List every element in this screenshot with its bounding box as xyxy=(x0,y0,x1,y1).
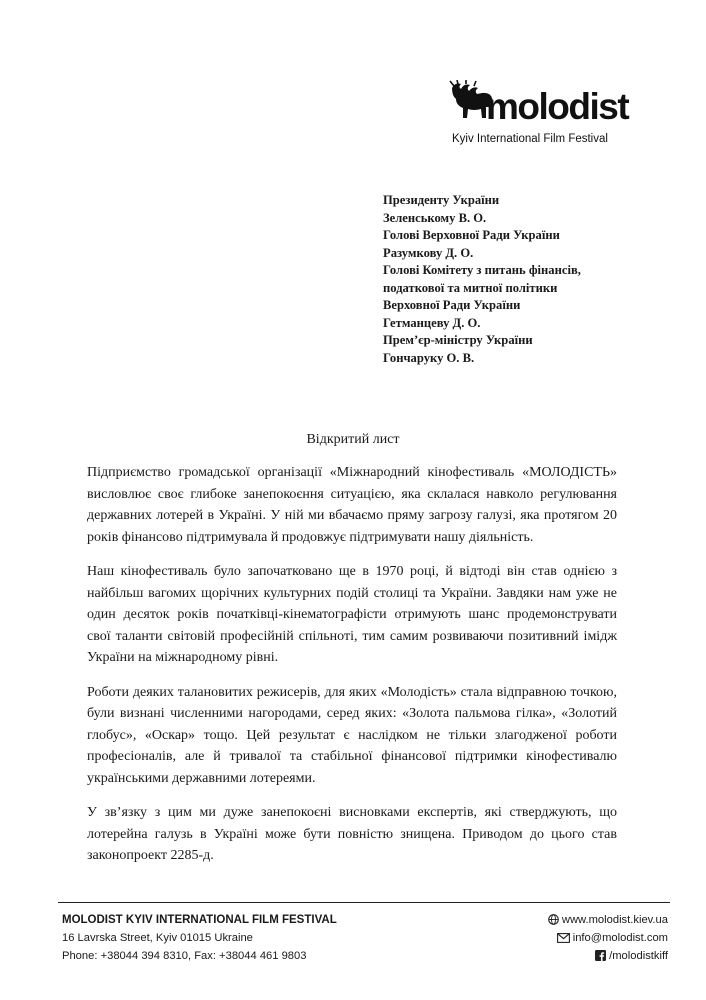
festival-logo xyxy=(446,80,629,150)
footer-website[interactable]: www.molodist.kiev.ua xyxy=(561,914,668,926)
addressee-line: податкової та митної політики xyxy=(383,280,558,295)
footer-address: 16 Lavrska Street, Kyiv 01015 Ukraine xyxy=(62,932,253,944)
logo-subtitle: Kyiv International Film Festival xyxy=(452,133,608,145)
addressee-line: Разумкову Д. О. xyxy=(383,245,474,260)
globe-icon xyxy=(548,914,559,925)
letter-title: Відкритий лист xyxy=(306,432,400,447)
logo-wordmark: molodist xyxy=(486,86,629,127)
mail-icon xyxy=(557,933,570,943)
footer-website-row[interactable] xyxy=(448,911,668,929)
addressee-line: Президенту України xyxy=(383,193,500,207)
footer-facebook[interactable]: /molodistkiff xyxy=(609,950,668,962)
footer-email[interactable]: info@molodist.com xyxy=(572,932,668,944)
footer-phone-fax: Phone: +38044 394 8310, Fax: +38044 461 9803 xyxy=(62,950,307,962)
body-paragraph: Роботи деяких талановитих режисерів, для яких «Молодість» стала відправною точкою, були визнані численними нагородами, серед яких: «Золота пальмова гілка», «Золотий глобус», «Оскар» тощо. Цей результат є наслідком не тільки злагодженої роботи професіоналів, але й тривалої та стабільної фінансової підтримки кінофестивалю українськими державними лотереями. xyxy=(87,684,617,786)
facebook-icon xyxy=(595,950,606,961)
body-paragraph: Підприємство громадської організації «Міжнародний кінофестиваль «МОЛОДІСТЬ» висловлює своє глибоке занепокоєння ситуацією, яка склалася навколо регулювання державних лотерей в Україні. У ній ми вбачаємо пряму загрозу галузі, яка протягом 20 років фінансово підтримувала й продовжує підтримувати нашу діяльність. xyxy=(87,465,617,545)
letter-body xyxy=(87,462,617,880)
addressee-line: Голові Верховної Ради України xyxy=(383,228,560,242)
addressee-line: Гончаруку О. В. xyxy=(383,350,475,365)
body-paragraph: У зв’язку з цим ми дуже занепокоєні висновками експертів, які стверджують, що лотерейна галузь в Україні може бути повністю знищена. Приводом до цього став законопроект 2285-д. xyxy=(87,805,617,863)
addressee-line: Прем’єр-міністру України xyxy=(383,333,533,347)
footer-links xyxy=(448,911,668,965)
footer-facebook-row[interactable] xyxy=(448,947,668,965)
addressee-line: Голові Комітету з питань фінансів, xyxy=(383,263,581,277)
footer-divider xyxy=(58,902,670,903)
addressee-line: Зеленському В. О. xyxy=(383,210,487,225)
addressee-line: Верховної Ради України xyxy=(383,298,521,312)
addressee-line: Гетманцеву Д. О. xyxy=(383,315,481,330)
footer-org-name: MOLODIST KYIV INTERNATIONAL FILM FESTIVAL xyxy=(62,914,337,926)
footer-contact xyxy=(62,911,442,965)
footer-email-row[interactable] xyxy=(448,929,668,947)
body-paragraph: Наш кінофестиваль було започатковано ще в 1970 році, й відтоді він став однією з найбільш вагомих щорічних культурних подій столиці та України. Завдяки нам уже не один десяток років початківці-кінематографісти отримують шанс продемонструвати свої таланти світовій професійній спільноті, тим самим розвиваючи позитивний імідж України на міжнародному рівні. xyxy=(87,564,617,665)
addressee-block xyxy=(383,192,683,367)
